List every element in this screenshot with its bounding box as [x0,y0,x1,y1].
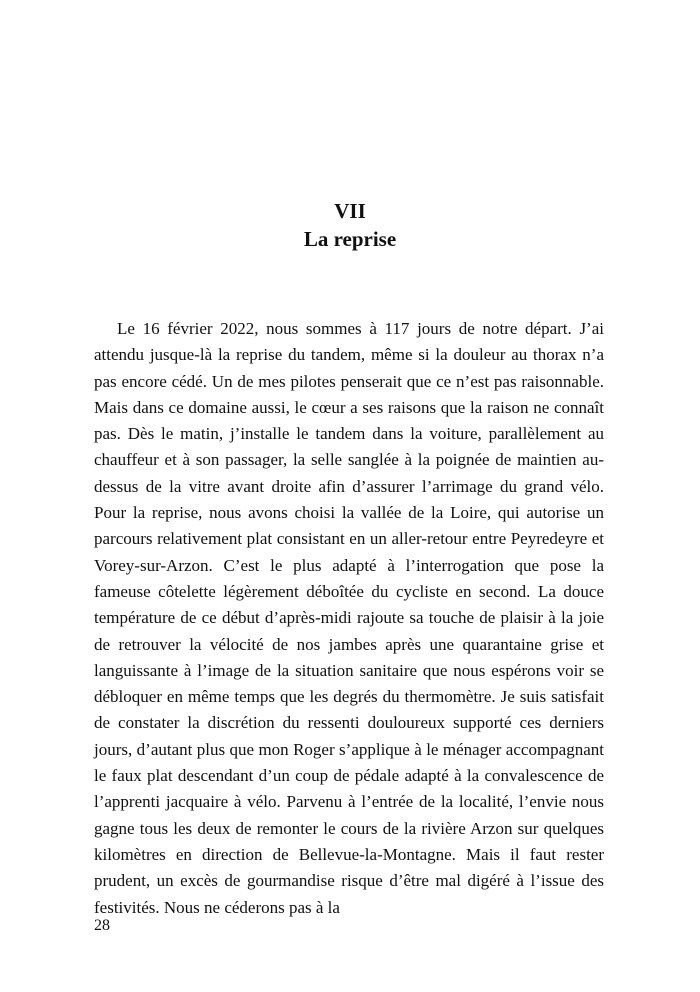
chapter-title: La reprise [303,227,397,251]
chapter-number: VII [334,199,366,223]
body-paragraph: Le 16 février 2022, nous sommes à 117 jours de notre départ. J’ai attendu jusque-là la reprise du tandem, même si la douleur au thorax n’a pas encore cédé. Un de mes pilotes penserait que ce n’est pas raisonnable. Mais dans ce domaine aussi, le cœur a ses raisons que la raison ne connaît pas. Dès le matin, j’installe le tandem dans la voiture, parallèlement au chauffeur et à son passager, la selle sanglée à la poignée de maintien au-dessus de la vitre avant droite afin d’assurer l’arrimage du grand vélo. Pour la reprise, nous avons choisi la vallée de la Loire, qui autorise un parcours relativement plat consistant en un aller-retour entre Peyredeyre et Vorey-sur-Arzon. C’est le plus adapté à l’interrogation que pose la fameuse côtelette légèrement déboîtée du cycliste en second. La douce température de ce début d’après-midi rajoute sa touche de plaisir à la joie de retrouver la vélocité de nos jambes après une quarantaine grise et languissante à l’image de la situation sanitaire que nous espérons voir se débloquer en même temps que les degrés du thermomètre. Je suis satisfait de constater la discrétion du ressenti douloureux supporté ces derniers jours, d’autant plus que mon Roger s’applique à le ménager accompagnant le faux plat descendant d’un coup de pédale adapté à la convalescence de l’apprenti jacquaire à vélo. Parvenu à l’entrée de la localité, l’envie nous gagne tous les deux de remonter le cours de la rivière Arzon sur quelques kilomètres en direction de Bellevue-la-Montagne. Mais il faut rester prudent, un excès de gourmandise risque d’être mal digéré à l’issue des festivités. Nous ne céderons pas à la [94,319,604,917]
page-number: 28 [94,917,110,934]
